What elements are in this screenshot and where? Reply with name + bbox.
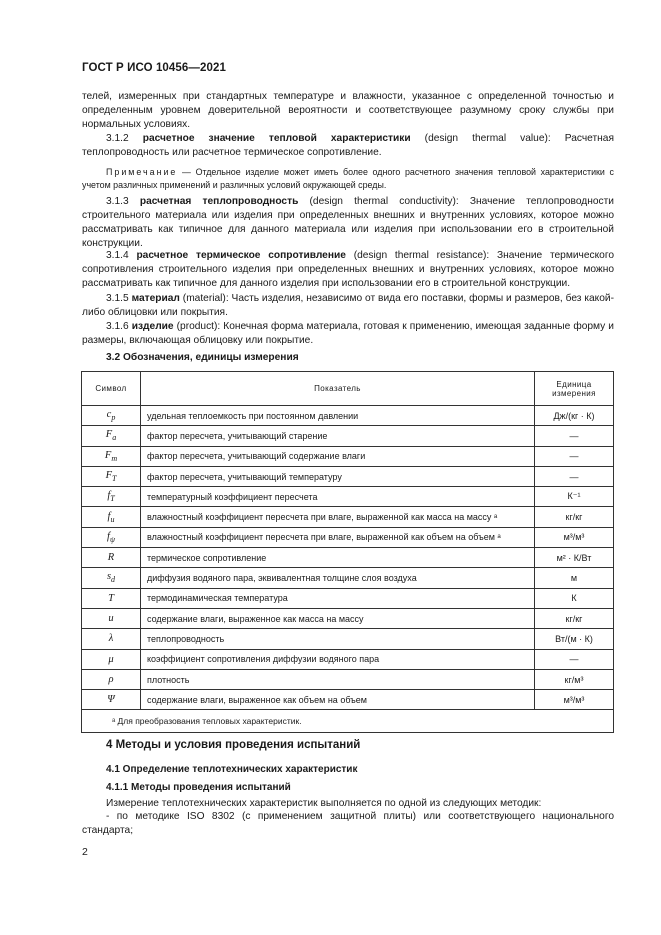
indicator-cell: влажностный коэффициент пересчета при влаге, выраженной как объем на объем ᵃ — [141, 527, 535, 547]
unit-cell: кг/кг — [535, 608, 614, 628]
symbol-subscript: m — [111, 453, 118, 463]
clause-number: 3.1.5 — [106, 293, 129, 304]
symbol-cell — [82, 548, 141, 568]
clause-term: изделие — [131, 321, 174, 332]
unit-cell: — — [535, 426, 614, 446]
unit-cell: кг/м³ — [535, 669, 614, 689]
indicator-cell: плотность — [141, 669, 535, 689]
symbol-cell — [82, 406, 141, 426]
table-row — [82, 669, 614, 689]
symbol-letter: Ψ — [107, 694, 115, 706]
symbol-cell — [82, 588, 141, 608]
symbol-cell — [82, 690, 141, 710]
page-number: 2 — [82, 846, 88, 858]
table-row — [82, 649, 614, 669]
paragraph-methods: Измерение теплотехнических характеристик выполняется по одной из следующих методик: — [106, 798, 542, 809]
note-text: — Отдельное изделие может иметь более одного расчетного значения тепловой характеристики с учетом различных применений и различных условий окружающей среды. — [82, 167, 614, 190]
clause-text: (design thermal resistance): Значение термического сопротивления строительного изделия при определенных внешних и внутренних условиях, которое можно рассматривать как типичное для данного изделия при использовании его в строительной конструкции. — [82, 250, 614, 289]
clause-number: 3.1.6 — [106, 321, 129, 332]
column-header-indicator: Показатель — [141, 372, 535, 406]
indicator-cell: коэффициент сопротивления диффузии водяного пара — [141, 649, 535, 669]
clause-number: 3.1.2 — [106, 133, 129, 144]
clause-3-1-5 — [82, 292, 614, 320]
clause-3-1-6 — [82, 320, 614, 348]
section-heading-3-2: 3.2 Обозначения, единицы измерения — [106, 352, 299, 363]
column-header-unit: Единица измерения — [535, 372, 614, 406]
symbol-cell — [82, 487, 141, 507]
symbol-subscript: p — [111, 413, 116, 423]
symbol-cell — [82, 466, 141, 486]
section-heading-4-1-1: 4.1.1 Методы проведения испытаний — [106, 782, 291, 793]
indicator-cell: фактор пересчета, учитывающий старение — [141, 426, 535, 446]
symbol-subscript: u — [110, 514, 115, 524]
table-footnote: ᵃ Для преобразования тепловых характеристик. — [82, 710, 614, 733]
clause-text: (product): Конечная форма материала, готовая к применению, имеющая заданные форму и размеры, включающая облицовку или покрытие. — [82, 321, 614, 346]
indicator-cell: фактор пересчета, учитывающий температуру — [141, 466, 535, 486]
paragraph-iso-8302: - по методике ISO 8302 (с применением защитной плиты) или соответствующего национального стандарта; — [82, 811, 614, 836]
symbol-letter: F — [105, 429, 113, 441]
unit-cell: кг/кг — [535, 507, 614, 527]
indicator-cell: содержание влаги, выраженное как объем на объем — [141, 690, 535, 710]
section-heading-4-1: 4.1 Определение теплотехнических характеристик — [106, 764, 358, 775]
section-heading-4: 4 Методы и условия проведения испытаний — [106, 739, 361, 751]
unit-cell: — — [535, 446, 614, 466]
symbol-cell — [82, 527, 141, 547]
symbol-letter: f — [107, 530, 110, 542]
symbol-cell — [82, 426, 141, 446]
table-row — [82, 507, 614, 527]
document-header: ГОСТ Р ИСО 10456—2021 — [82, 62, 227, 74]
symbol-letter: u — [108, 613, 114, 625]
symbol-letter: c — [106, 409, 112, 421]
clause-text: (material): Часть изделия, независимо от вида его поставки, формы и размеров, без какой-либо облицовки или покрытия. — [82, 293, 614, 318]
clause-term: расчетная теплопроводность — [139, 196, 299, 207]
indicator-cell: влажностный коэффициент пересчета при влаге, выраженной как масса на массу ᵃ — [141, 507, 535, 527]
table-row — [82, 568, 614, 588]
unit-cell: К⁻¹ — [535, 487, 614, 507]
symbol-subscript: T — [111, 474, 117, 484]
symbol-letter: f — [107, 490, 111, 502]
clause-term: расчетное термическое сопротивление — [136, 250, 346, 261]
unit-cell: м³/м³ — [535, 690, 614, 710]
table-footnote-row — [82, 710, 614, 733]
unit-cell: м² · К/Вт — [535, 548, 614, 568]
symbol-letter: F — [105, 469, 112, 481]
clause-3-1-3 — [82, 195, 614, 251]
symbol-subscript: T — [110, 494, 115, 504]
unit-cell: Дж/(кг · К) — [535, 406, 614, 426]
symbol-subscript: ψ — [109, 534, 115, 544]
symbol-cell — [82, 507, 141, 527]
table-row — [82, 487, 614, 507]
clause-text: (design thermal conductivity): Значение теплопроводности строительного материала или изделия при определенных внешних и внутренних условиях, которое можно рассматривать как типичное для данного материала или изделия при использовании его в строительной конструкции. — [82, 196, 614, 249]
clause-text: (design thermal value): Расчетная теплопроводность или расчетное термическое сопротивление. — [82, 133, 614, 158]
clause-number: 3.1.4 — [106, 250, 129, 261]
symbol-cell — [82, 446, 141, 466]
table-header-row — [82, 372, 614, 406]
indicator-cell: температурный коэффициент пересчета — [141, 487, 535, 507]
symbol-subscript: d — [111, 575, 116, 585]
symbol-cell — [82, 629, 141, 649]
paragraph-continuation: телей, измеренных при стандартных температуре и влажности, указанное с определенной точностью и определенным уровнем доверительной вероятности и соответствующее разумному сроку службы при нормальных условиях. — [82, 91, 614, 130]
indicator-cell: термодинамическая температура — [141, 588, 535, 608]
table-row — [82, 406, 614, 426]
table-row — [82, 629, 614, 649]
unit-cell: — — [535, 466, 614, 486]
clause-3-1-2 — [82, 132, 614, 160]
symbol-letter: f — [107, 510, 111, 522]
symbol-letter: T — [108, 592, 114, 604]
symbol-subscript: a — [112, 433, 117, 443]
symbol-cell — [82, 649, 141, 669]
table-row — [82, 426, 614, 446]
table-row — [82, 548, 614, 568]
note — [82, 166, 614, 191]
unit-cell: К — [535, 588, 614, 608]
table-row — [82, 446, 614, 466]
indicator-cell: содержание влаги, выраженное как масса на массу — [141, 608, 535, 628]
table-row — [82, 608, 614, 628]
table-row — [82, 690, 614, 710]
unit-cell: м³/м³ — [535, 527, 614, 547]
unit-cell: Вт/(м · К) — [535, 629, 614, 649]
indicator-cell: термическое сопротивление — [141, 548, 535, 568]
indicator-cell: теплопроводность — [141, 629, 535, 649]
symbol-letter: ρ — [108, 674, 114, 685]
clause-number: 3.1.3 — [106, 196, 129, 207]
column-header-symbol: Символ — [82, 372, 141, 406]
table-body — [82, 406, 614, 710]
symbol-letter: λ — [108, 633, 114, 645]
symbol-letter: s — [106, 571, 112, 583]
table-row — [82, 588, 614, 608]
unit-cell: — — [535, 649, 614, 669]
clause-term: материал — [131, 293, 180, 304]
clause-term: расчетное значение тепловой характеристики — [142, 133, 411, 144]
symbol-cell — [82, 608, 141, 628]
symbol-letter: F — [104, 449, 112, 461]
clause-3-1-4 — [82, 249, 614, 291]
symbol-cell — [82, 669, 141, 689]
table-row — [82, 527, 614, 547]
symbol-letter: μ — [108, 653, 114, 665]
indicator-cell: удельная теплоемкость при постоянном давлении — [141, 406, 535, 426]
unit-cell: м — [535, 568, 614, 588]
indicator-cell: фактор пересчета, учитывающий содержание влаги — [141, 446, 535, 466]
symbols-table — [81, 371, 614, 733]
indicator-cell: диффузия водяного пара, эквивалентная толщине слоя воздуха — [141, 568, 535, 588]
table-row — [82, 466, 614, 486]
note-label: Примечание — [106, 167, 178, 177]
symbol-cell — [82, 568, 141, 588]
symbol-letter: R — [107, 552, 115, 564]
